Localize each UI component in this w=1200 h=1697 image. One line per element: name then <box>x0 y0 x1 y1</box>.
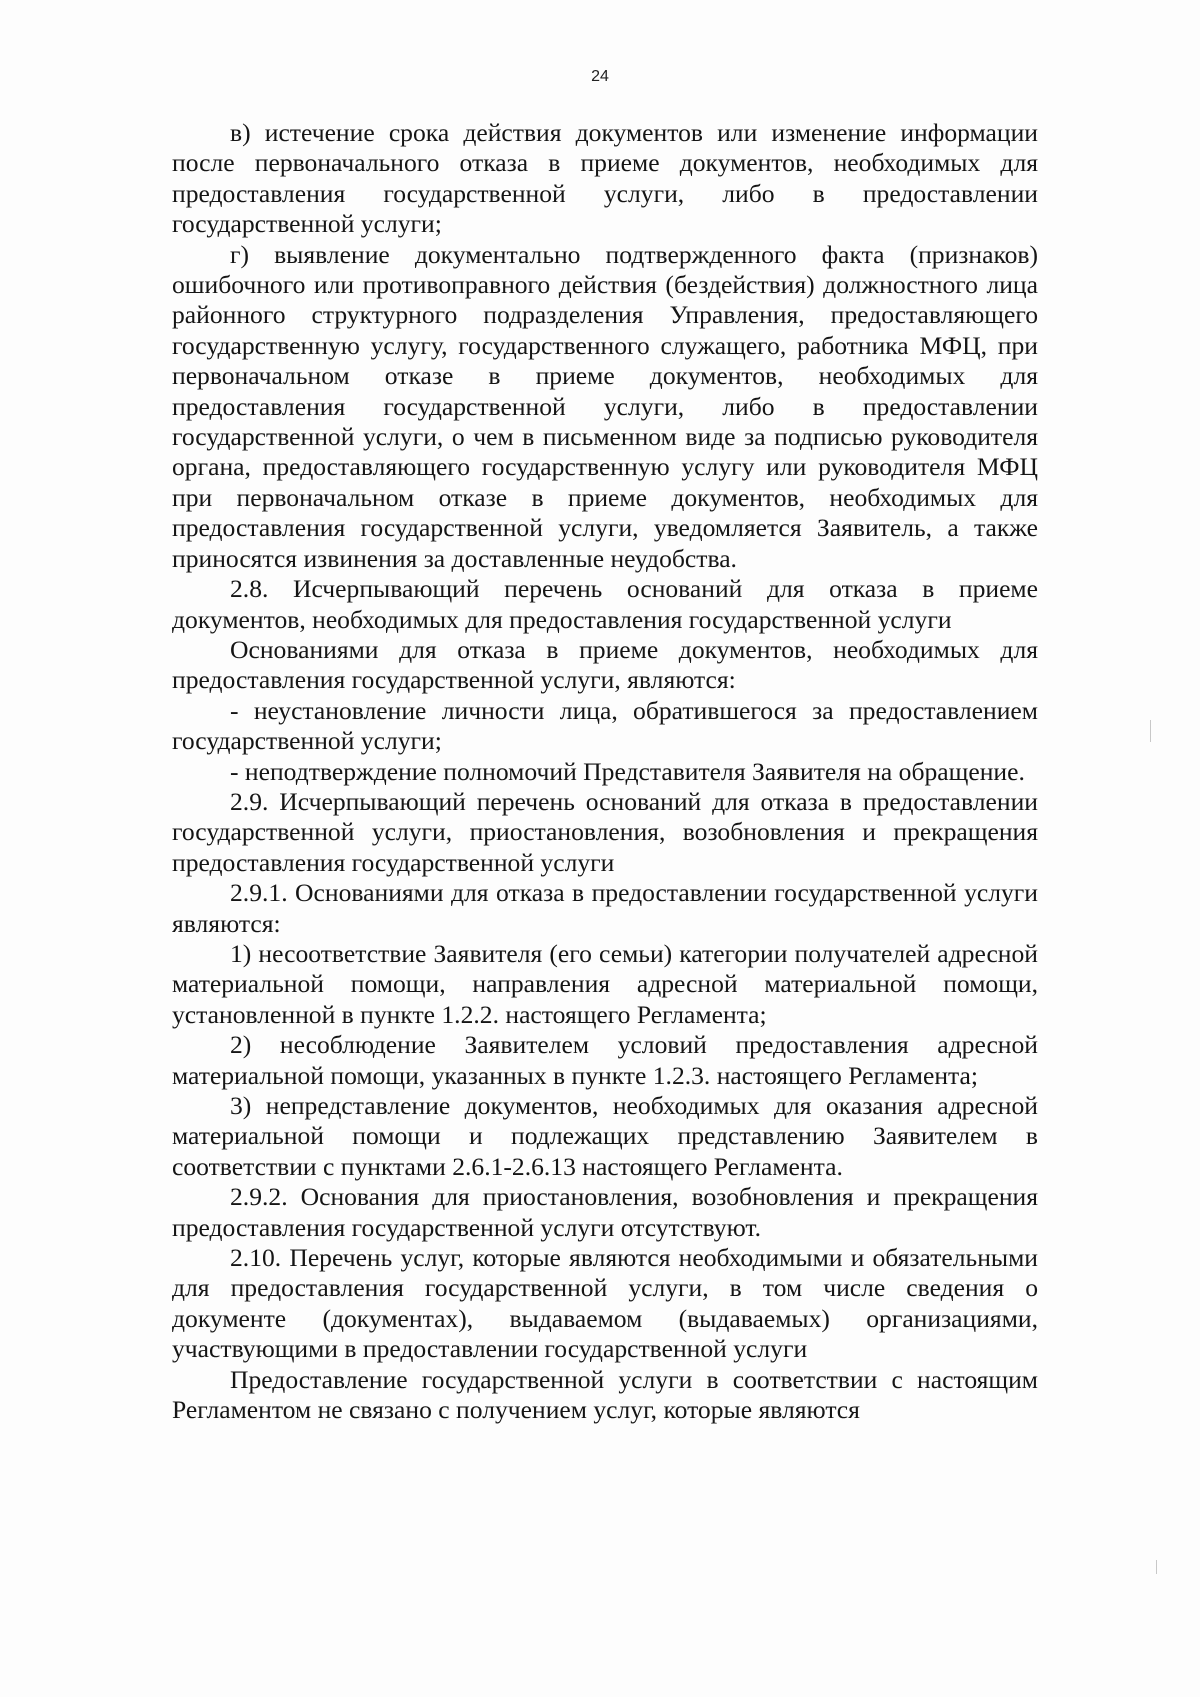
scan-artifact-mark <box>1156 1560 1157 1574</box>
list-item-identity: - неустановление личности лица, обратившегося за предоставлением государственной услуги; <box>172 695 1038 756</box>
paragraph-item-v: в) истечение срока действия документов или изменение информации после первоначального отказа в приеме документов, необходимых для предоставления государственной услуги, либо в предоставлении государственной услуги; <box>172 118 1038 239</box>
paragraph-grounds-intro: Основаниями для отказа в приеме документов, необходимых для предоставления государственной услуги, являются: <box>172 634 1038 695</box>
list-item-2: 2) несоблюдение Заявителем условий предоставления адресной материальной помощи, указанных в пункте 1.2.3. настоящего Регламента; <box>172 1030 1038 1090</box>
list-item-authority: - неподтверждение полномочий Представителя Заявителя на обращение. <box>230 756 1025 786</box>
paragraph-item-g: г) выявление документально подтвержденного факта (признаков) ошибочного или противоправного действия (бездействия) должностного лица районного структурного подразделения Управления, предоставляющего государственную услугу, государственного служащего, работника МФЦ, при первоначальном отказе в приеме документов, необходимых для предоставления государственной услуги, либо в предоставлении государственной услуги, о чем в письменном виде за подписью руководителя органа, предоставляющего государственную услугу или руководителя МФЦ при первоначальном отказе в приеме документов, необходимых для предоставления государственной услуги, уведомляется Заявитель, а также приносятся извинения за доставленные неудобства. <box>172 239 1038 573</box>
document-body <box>172 118 1038 1425</box>
section-heading-2-8: 2.8. Исчерпывающий перечень оснований для отказа в приеме документов, необходимых для предоставления государственной услуги <box>172 574 1038 634</box>
page-number: 24 <box>591 68 609 85</box>
paragraph-2-9-1: 2.9.1. Основаниями для отказа в предоставлении государственной услуги являются: <box>172 878 1038 938</box>
scan-artifact-mark <box>1150 720 1151 742</box>
paragraph-2-9-2: 2.9.2. Основания для приостановления, возобновления и прекращения предоставления государственной услуги отсутствуют. <box>172 1182 1038 1242</box>
list-item-1: 1) несоответствие Заявителя (его семьи) категории получателей адресной материальной помощи, направления адресной материальной помощи, установленной в пункте 1.2.2. настоящего Регламента; <box>172 938 1038 1029</box>
section-heading-2-10: 2.10. Перечень услуг, которые являются необходимыми и обязательными для предоставления государственной услуги, в том числе сведения о документе (документах), выдаваемом (выдаваемых) организациями, участвующими в предоставлении государственной услуги <box>172 1243 1038 1364</box>
section-heading-2-9: 2.9. Исчерпывающий перечень оснований для отказа в предоставлении государственной услуги, приостановления, возобновления и прекращения предоставления государственной услуги <box>172 786 1038 877</box>
paragraph-final: Предоставление государственной услуги в соответствии с настоящим Регламентом не связано с получением услуг, которые являются <box>172 1364 1038 1425</box>
list-item-3: 3) непредставление документов, необходимых для оказания адресной материальной помощи и подлежащих представлению Заявителем в соответствии с пунктами 2.6.1-2.6.13 настоящего Регламента. <box>172 1091 1038 1181</box>
